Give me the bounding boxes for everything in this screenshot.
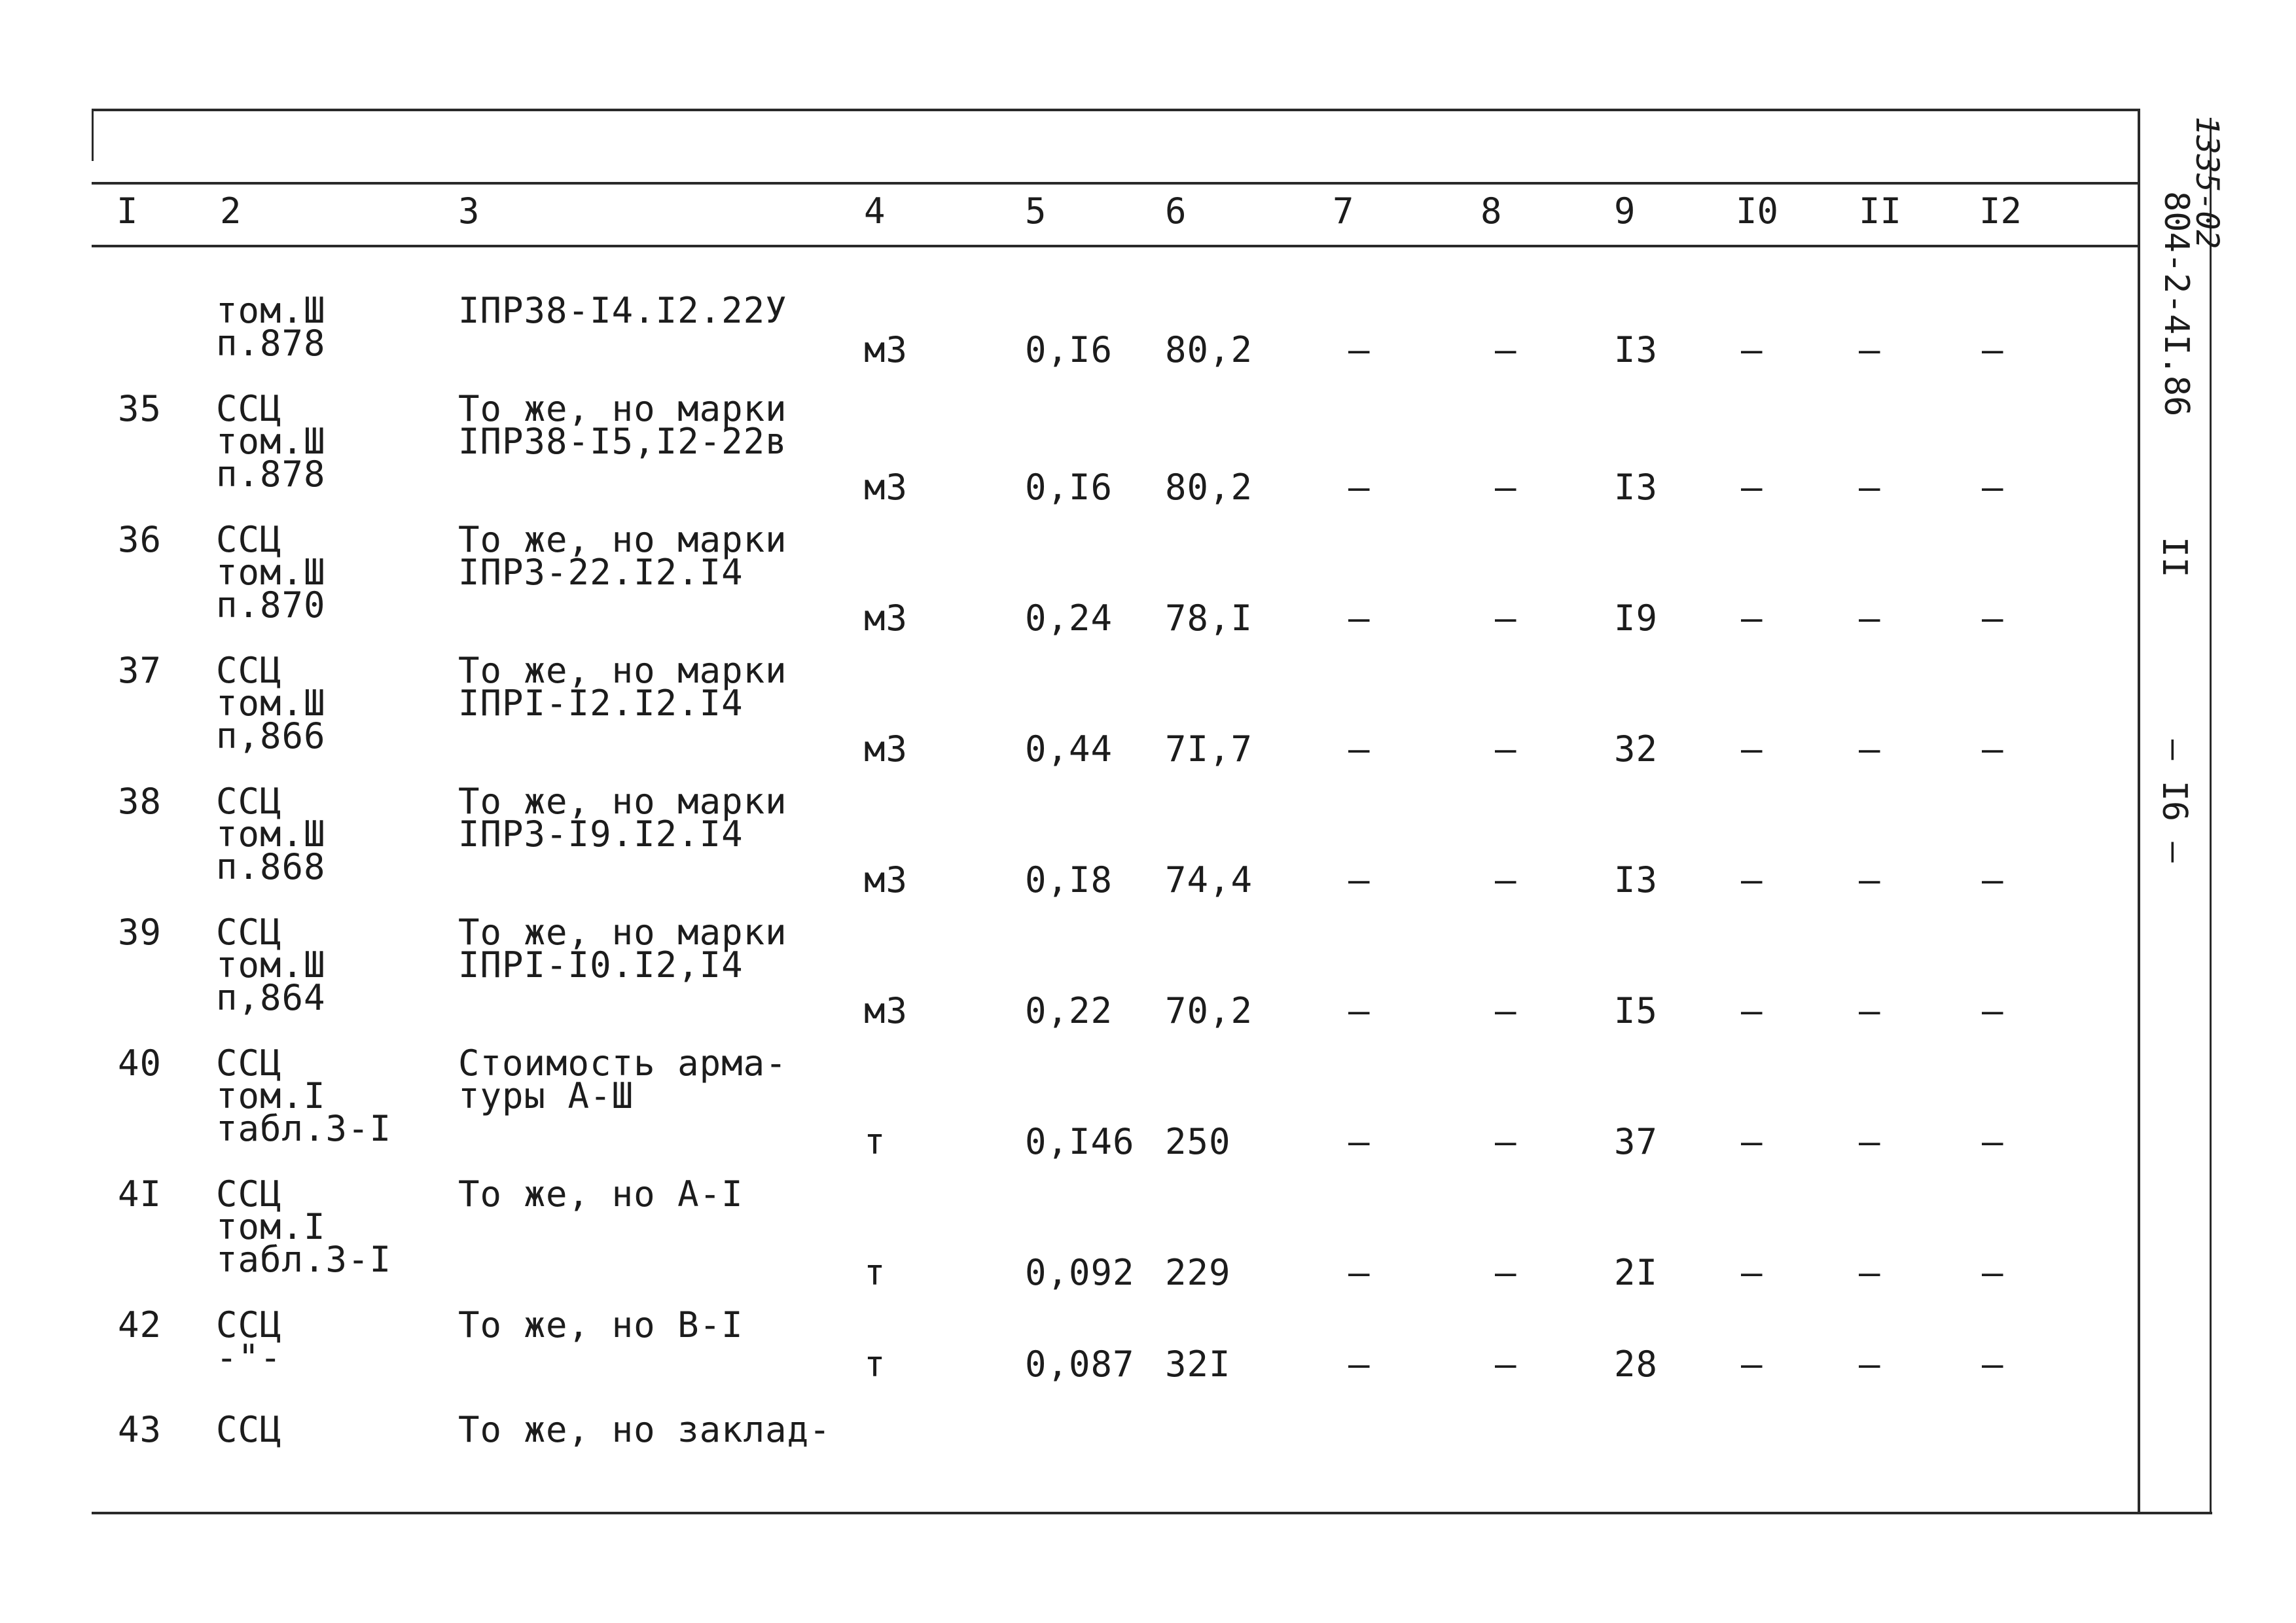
cell-c10: – (1741, 467, 1763, 508)
cell-c6: 32I (1165, 1344, 1231, 1385)
cell-c5: 0,44 (1025, 728, 1113, 770)
cell-unit: м3 (864, 467, 908, 508)
cell-c7: – (1348, 990, 1371, 1031)
cell-c11: – (1859, 1252, 1881, 1293)
cell-c11: – (1859, 990, 1881, 1031)
cell-c11: – (1859, 1121, 1881, 1162)
cell-c9: I9 (1614, 597, 1659, 639)
cell-desc: То же, но марки IПР3-22.I2.I4 (458, 519, 787, 593)
cell-c6: 229 (1165, 1252, 1231, 1293)
cell-c5: 0,I8 (1025, 859, 1113, 901)
cell-c5: 0,087 (1025, 1344, 1135, 1385)
cell-c11: – (1859, 1344, 1881, 1385)
cell-n: 35 (118, 388, 162, 429)
cell-c6: 78,I (1165, 597, 1253, 639)
cell-src: ССЦ том.Ш п.870 (216, 519, 326, 626)
page-number: — I6 — (2155, 740, 2194, 863)
cell-c7: – (1348, 329, 1371, 370)
sheet-roman-number: II (2155, 537, 2194, 578)
cell-c9: I3 (1614, 467, 1659, 508)
cell-c7: – (1348, 1344, 1371, 1385)
cell-n: 40 (118, 1043, 162, 1084)
cell-c5: 0,22 (1025, 990, 1113, 1031)
cell-c11: – (1859, 728, 1881, 770)
cell-c12: – (1982, 467, 2004, 508)
cell-n: 42 (118, 1304, 162, 1346)
cell-c5: 0,I46 (1025, 1121, 1135, 1162)
cell-c8: – (1495, 990, 1517, 1031)
cell-unit: м3 (864, 329, 908, 370)
column-header-8: 8 (1480, 190, 1502, 232)
cell-c9: 32 (1614, 728, 1659, 770)
cell-c9: 28 (1614, 1344, 1659, 1385)
cell-desc: То же, но марки IПР38-I5,I2-22в (458, 388, 787, 462)
column-header-7: 7 (1333, 190, 1354, 232)
cell-desc: Стоимость арма- туры А-Ш (458, 1043, 787, 1116)
column-header-1: I (117, 190, 138, 232)
cell-n: 38 (118, 781, 162, 822)
cell-src: том.Ш п.878 (216, 290, 326, 364)
inventory-number: 1335-02 (2189, 116, 2225, 249)
cell-src: ССЦ (216, 1409, 282, 1450)
cell-unit: т (864, 1121, 886, 1162)
cell-desc: То же, но марки IПРI-I2.I2.I4 (458, 650, 787, 724)
cell-unit: м3 (864, 728, 908, 770)
cell-c7: – (1348, 597, 1371, 639)
cell-src: ССЦ том.I табл.3-I (216, 1043, 392, 1149)
bottom-border (92, 1512, 2212, 1514)
cell-c12: – (1982, 597, 2004, 639)
cell-c6: 250 (1165, 1121, 1231, 1162)
cell-c8: – (1495, 1252, 1517, 1293)
cell-src: ССЦ том.Ш п.878 (216, 388, 326, 495)
cell-c5: 0,092 (1025, 1252, 1135, 1293)
cell-c12: – (1982, 859, 2004, 901)
cell-n: 39 (118, 912, 162, 953)
cell-src: ССЦ -"- (216, 1304, 282, 1378)
cell-n: 43 (118, 1409, 162, 1450)
cell-c12: – (1982, 990, 2004, 1031)
cell-c9: I3 (1614, 859, 1659, 901)
cell-c10: – (1741, 1252, 1763, 1293)
cell-c10: – (1741, 859, 1763, 901)
column-header-11: II (1859, 190, 1902, 232)
cell-c12: – (1982, 1344, 2004, 1385)
cell-c10: – (1741, 990, 1763, 1031)
cell-unit: м3 (864, 597, 908, 639)
cell-c11: – (1859, 597, 1881, 639)
cell-desc: То же, но марки IПР3-I9.I2.I4 (458, 781, 787, 855)
cell-c9: 2I (1614, 1252, 1659, 1293)
column-header-10: I0 (1736, 190, 1779, 232)
cell-c10: – (1741, 597, 1763, 639)
column-header-4: 4 (864, 190, 886, 232)
cell-c6: 74,4 (1165, 859, 1253, 901)
left-border (92, 109, 94, 161)
column-header-3: 3 (458, 190, 480, 232)
cell-unit: м3 (864, 990, 908, 1031)
cell-n: 4I (118, 1173, 162, 1215)
cell-unit: м3 (864, 859, 908, 901)
cell-src: ССЦ том.Ш п,866 (216, 650, 326, 757)
cell-c8: – (1495, 1121, 1517, 1162)
cell-c12: – (1982, 329, 2004, 370)
cell-c9: I5 (1614, 990, 1659, 1031)
cell-c6: 70,2 (1165, 990, 1253, 1031)
cell-c12: – (1982, 1121, 2004, 1162)
cell-c7: – (1348, 467, 1371, 508)
cell-c7: – (1348, 1121, 1371, 1162)
document-designation: 804-2-4I.86 (2157, 191, 2196, 417)
cell-unit: т (864, 1252, 886, 1293)
cell-src: ССЦ том.I табл.3-I (216, 1173, 392, 1280)
cell-c5: 0,24 (1025, 597, 1113, 639)
cell-c8: – (1495, 329, 1517, 370)
cell-c7: – (1348, 859, 1371, 901)
top-border (92, 109, 2140, 111)
right-inner-border (2138, 109, 2140, 1514)
cell-desc: То же, но заклад- (458, 1409, 831, 1450)
cell-unit: т (864, 1344, 886, 1385)
cell-c6: 80,2 (1165, 467, 1253, 508)
cell-c10: – (1741, 1344, 1763, 1385)
cell-c8: – (1495, 859, 1517, 901)
cell-c8: – (1495, 597, 1517, 639)
column-header-9: 9 (1614, 190, 1636, 232)
cell-c8: – (1495, 467, 1517, 508)
column-header-6: 6 (1165, 190, 1187, 232)
cell-desc: То же, но марки IПРI-I0.I2,I4 (458, 912, 787, 986)
cell-c12: – (1982, 728, 2004, 770)
cell-desc: То же, но В-I (458, 1304, 744, 1346)
cell-desc: То же, но А-I (458, 1173, 744, 1215)
cell-n: 37 (118, 650, 162, 691)
cell-c6: 7I,7 (1165, 728, 1253, 770)
cell-src: ССЦ том.Ш п.868 (216, 781, 326, 887)
cell-c6: 80,2 (1165, 329, 1253, 370)
cell-c9: I3 (1614, 329, 1659, 370)
cell-c5: 0,I6 (1025, 329, 1113, 370)
column-header-12: I2 (1979, 190, 2022, 232)
cell-c7: – (1348, 1252, 1371, 1293)
cell-c11: – (1859, 859, 1881, 901)
cell-c7: – (1348, 728, 1371, 770)
right-outer-border (2210, 118, 2212, 1514)
cell-c11: – (1859, 467, 1881, 508)
cell-c8: – (1495, 1344, 1517, 1385)
cell-c12: – (1982, 1252, 2004, 1293)
cell-n: 36 (118, 519, 162, 560)
header-top-rule (92, 182, 2140, 185)
column-header-5: 5 (1025, 190, 1047, 232)
cell-src: ССЦ том.Ш п,864 (216, 912, 326, 1018)
cell-c9: 37 (1614, 1121, 1659, 1162)
cell-c11: – (1859, 329, 1881, 370)
cell-c8: – (1495, 728, 1517, 770)
cell-c10: – (1741, 1121, 1763, 1162)
column-header-2: 2 (220, 190, 242, 232)
cell-c10: – (1741, 728, 1763, 770)
cell-c5: 0,I6 (1025, 467, 1113, 508)
cell-desc: IПР38-I4.I2.22У (458, 290, 787, 331)
header-bottom-rule (92, 245, 2140, 247)
cell-c10: – (1741, 329, 1763, 370)
